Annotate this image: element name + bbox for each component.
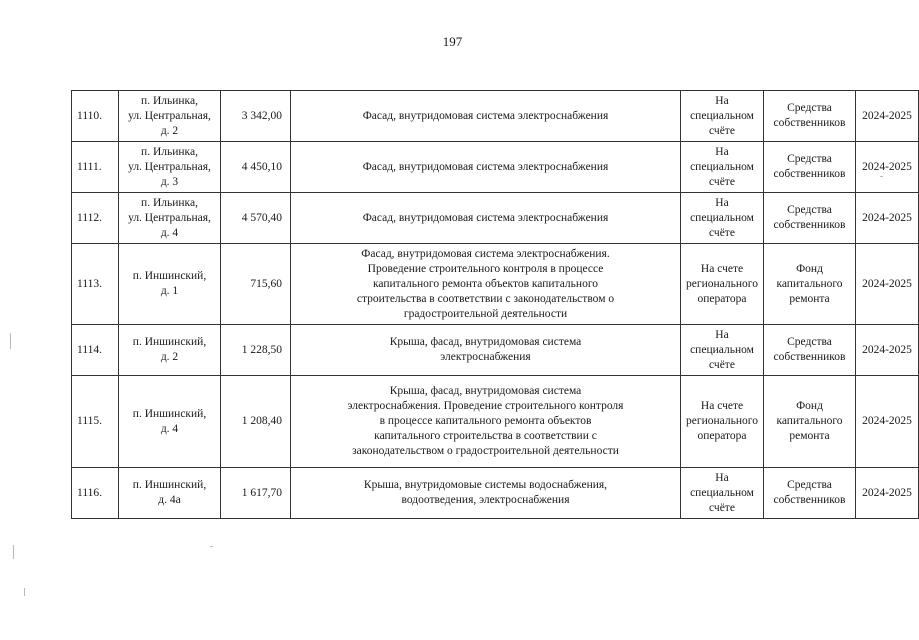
works-cell: Крыша, внутридомовые системы водоснабжения, водоотведения, электроснабжения: [291, 468, 681, 519]
table-row: [72, 325, 919, 376]
table-row: [72, 91, 919, 142]
address-cell: п. Ильинка, ул. Центральная, д. 2: [119, 91, 221, 142]
address-cell: п. Иншинский, д. 4: [119, 376, 221, 468]
area-cell: 1 617,70: [221, 468, 291, 519]
scan-mark: [210, 546, 213, 547]
scan-mark: [13, 545, 14, 559]
row-number: 1116.: [72, 468, 119, 519]
works-cell: Фасад, внутридомовая система электроснабжения: [291, 91, 681, 142]
works-cell: Фасад, внутридомовая система электроснабжения: [291, 142, 681, 193]
area-cell: 4 450,10: [221, 142, 291, 193]
period-cell: 2024-2025: [856, 91, 919, 142]
table-row: [72, 468, 919, 519]
funding-source-cell: Фонд капитального ремонта: [764, 244, 856, 325]
period-cell: 2024-2025: [856, 376, 919, 468]
address-cell: п. Иншинский, д. 4а: [119, 468, 221, 519]
funding-source-cell: Средства собственников: [764, 91, 856, 142]
area-cell: 1 228,50: [221, 325, 291, 376]
row-number: 1112.: [72, 193, 119, 244]
page-number: 197: [442, 34, 463, 49]
account-cell: На специальном счёте: [681, 325, 764, 376]
works-cell: Фасад, внутридомовая система электроснабжения: [291, 193, 681, 244]
row-number: 1114.: [72, 325, 119, 376]
row-number: 1113.: [72, 244, 119, 325]
account-cell: На специальном счёте: [681, 468, 764, 519]
period-cell: 2024-2025: [856, 193, 919, 244]
housing-repair-table: [71, 90, 919, 519]
area-cell: 4 570,40: [221, 193, 291, 244]
address-cell: п. Ильинка, ул. Центральная, д. 3: [119, 142, 221, 193]
funding-source-cell: Средства собственников: [764, 142, 856, 193]
works-cell: Крыша, фасад, внутридомовая система электроснабжения. Проведение строительного контроля в процессе капитального ремонта объектов капитального строительства в соответствии с законодательством о градостроительной деятельности: [291, 376, 681, 468]
table-row: [72, 193, 919, 244]
account-cell: На счете регионального оператора: [681, 376, 764, 468]
period-cell: 2024-2025: [856, 325, 919, 376]
address-cell: п. Иншинский, д. 1: [119, 244, 221, 325]
funding-source-cell: Средства собственников: [764, 193, 856, 244]
area-cell: 1 208,40: [221, 376, 291, 468]
period-cell: 2024-2025: [856, 468, 919, 519]
funding-source-cell: Фонд капитального ремонта: [764, 376, 856, 468]
scan-mark: [880, 176, 883, 177]
funding-source-cell: Средства собственников: [764, 468, 856, 519]
period-cell: 2024-2025: [856, 142, 919, 193]
account-cell: На специальном счёте: [681, 193, 764, 244]
account-cell: На счете регионального оператора: [681, 244, 764, 325]
account-cell: На специальном счёте: [681, 142, 764, 193]
area-cell: 3 342,00: [221, 91, 291, 142]
area-cell: 715,60: [221, 244, 291, 325]
row-number: 1110.: [72, 91, 119, 142]
address-cell: п. Ильинка, ул. Центральная, д. 4: [119, 193, 221, 244]
scan-mark: [10, 333, 11, 349]
table-row: [72, 142, 919, 193]
table-row: [72, 376, 919, 468]
funding-source-cell: Средства собственников: [764, 325, 856, 376]
row-number: 1111.: [72, 142, 119, 193]
period-cell: 2024-2025: [856, 244, 919, 325]
account-cell: На специальном счёте: [681, 91, 764, 142]
row-number: 1115.: [72, 376, 119, 468]
address-cell: п. Иншинский, д. 2: [119, 325, 221, 376]
works-cell: Крыша, фасад, внутридомовая система электроснабжения: [291, 325, 681, 376]
works-cell: Фасад, внутридомовая система электроснабжения. Проведение строительного контроля в процессе капитального ремонта объектов капитального строительства в соответствии с законодательством о градостроительной деятельности: [291, 244, 681, 325]
scan-mark: [24, 588, 25, 596]
table-row: [72, 244, 919, 325]
